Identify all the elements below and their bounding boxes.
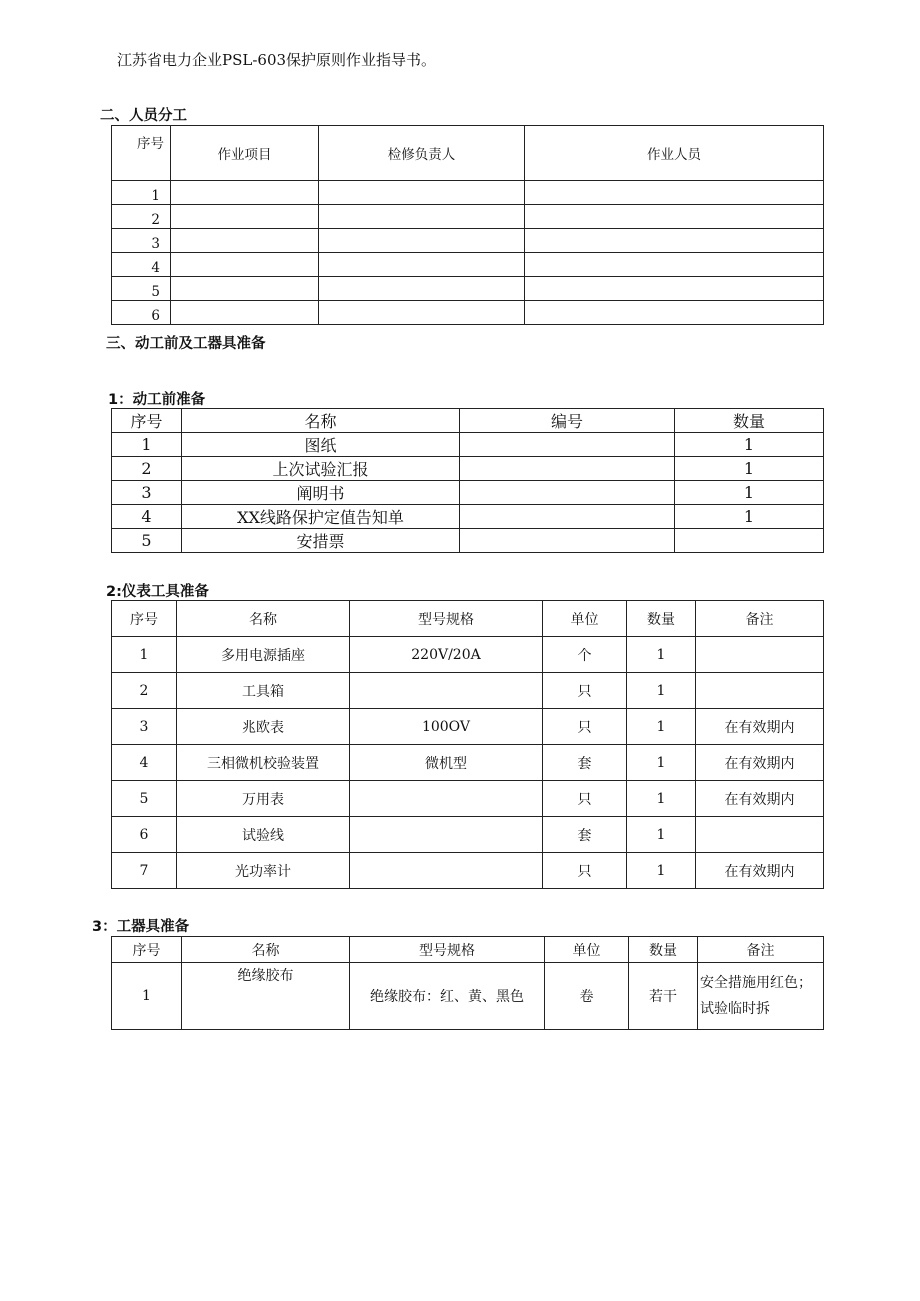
header-cell: 名称 [182,937,350,963]
item-note: 在有效期内 [696,781,824,817]
row-number: 5 [112,529,182,553]
item-quantity: 1 [675,433,824,457]
subsection-heading-tools: 3：工器具准备 [92,919,190,935]
row-number: 3 [112,709,177,745]
table-cell [319,205,525,229]
header-cell: 序号 [112,601,177,637]
table-cell [525,229,824,253]
table-row [112,745,824,781]
section-heading-preparation: 三、动工前及工器具准备 [106,336,266,352]
pre-work-table [111,408,824,553]
header-cell: 名称 [177,601,350,637]
header-cell: 备注 [696,601,824,637]
table-cell [171,205,319,229]
header-cell: 备注 [698,937,824,963]
table-row [112,963,824,1030]
document-title: 江苏省电力企业PSL-603保护原则作业指导书。 [117,51,437,69]
item-code [460,433,675,457]
item-name: 试验线 [177,817,350,853]
item-quantity: 1 [627,637,696,673]
item-note: 在有效期内 [696,745,824,781]
row-number: 2 [112,205,171,229]
table-row [112,505,824,529]
row-number: 1 [112,433,182,457]
header-cell: 序号 [112,937,182,963]
item-unit: 个 [543,637,627,673]
table-row [112,277,824,301]
item-name: 工具箱 [177,673,350,709]
item-unit: 只 [543,781,627,817]
item-name: 图纸 [182,433,460,457]
item-unit: 只 [543,853,627,889]
table-cell [525,205,824,229]
table-cell [525,277,824,301]
row-number: 6 [112,301,171,325]
row-number: 4 [112,253,171,277]
header-cell: 单位 [545,937,629,963]
item-code [460,529,675,553]
table-header-row [112,126,824,181]
item-name: 兆欧表 [177,709,350,745]
row-number: 2 [112,673,177,709]
item-model: 100OV [350,709,543,745]
item-name: 多用电源插座 [177,637,350,673]
row-number: 4 [112,745,177,781]
item-name: 光功率计 [177,853,350,889]
section-heading-staffing: 二、人员分工 [100,108,187,124]
header-cell: 序号 [112,409,182,433]
item-quantity: 1 [675,505,824,529]
header-cell: 检修负责人 [319,126,525,181]
header-cell: 数量 [629,937,698,963]
table-row [112,481,824,505]
row-number: 1 [112,963,182,1030]
tools-table [111,936,824,1030]
table-row [112,229,824,253]
item-model [350,817,543,853]
subsection-heading-instruments: 2:仪表工具准备 [106,584,209,600]
table-cell [525,301,824,325]
item-unit: 只 [543,673,627,709]
item-quantity: 1 [627,853,696,889]
header-cell: 型号规格 [350,937,545,963]
table-header-row [112,601,824,637]
table-cell [171,277,319,301]
item-quantity: 1 [627,745,696,781]
item-model: 绝缘胶布：红、黄、黑色 [350,963,545,1030]
header-cell: 数量 [675,409,824,433]
table-cell [525,181,824,205]
instruments-table [111,600,824,889]
row-number: 5 [112,781,177,817]
row-number: 6 [112,817,177,853]
table-cell [171,301,319,325]
table-row [112,433,824,457]
item-note: 在有效期内 [696,853,824,889]
item-quantity [675,529,824,553]
header-cell: 名称 [182,409,460,433]
table-row [112,205,824,229]
item-code [460,481,675,505]
item-quantity: 1 [627,673,696,709]
item-quantity: 1 [627,817,696,853]
header-cell: 作业人员 [525,126,824,181]
item-quantity: 1 [675,457,824,481]
row-number: 1 [112,181,171,205]
table-cell [319,253,525,277]
table-row [112,301,824,325]
item-name: 万用表 [177,781,350,817]
header-cell: 型号规格 [350,601,543,637]
table-cell [171,181,319,205]
item-unit: 套 [543,745,627,781]
table-header-row [112,409,824,433]
item-code [460,505,675,529]
item-name: 上次试验汇报 [182,457,460,481]
item-model: 220V/20A [350,637,543,673]
item-note [696,637,824,673]
item-unit: 只 [543,709,627,745]
table-row [112,637,824,673]
row-number: 5 [112,277,171,301]
row-number: 3 [112,481,182,505]
item-name: XX线路保护定值告知单 [182,505,460,529]
table-row [112,781,824,817]
header-cell: 编号 [460,409,675,433]
item-name: 三相微机校验装置 [177,745,350,781]
header-cell: 数量 [627,601,696,637]
item-name: 安措票 [182,529,460,553]
item-unit: 卷 [545,963,629,1030]
item-name: 阐明书 [182,481,460,505]
item-unit: 套 [543,817,627,853]
table-cell [171,253,319,277]
item-note [696,817,824,853]
row-number: 3 [112,229,171,253]
item-model [350,853,543,889]
item-quantity: 1 [627,781,696,817]
staffing-table [111,125,824,325]
item-quantity: 若干 [629,963,698,1030]
item-note [696,673,824,709]
item-note: 在有效期内 [696,709,824,745]
table-row [112,181,824,205]
item-model [350,673,543,709]
row-number: 4 [112,505,182,529]
table-row [112,529,824,553]
table-row [112,253,824,277]
table-cell [319,301,525,325]
table-row [112,853,824,889]
subsection-heading-pre-work: 1：动工前准备 [108,392,206,408]
table-cell [319,181,525,205]
header-cell: 作业项目 [171,126,319,181]
item-model [350,781,543,817]
table-row [112,817,824,853]
table-cell [525,253,824,277]
table-header-row [112,937,824,963]
table-cell [319,277,525,301]
table-row [112,673,824,709]
item-quantity: 1 [675,481,824,505]
table-row [112,457,824,481]
item-code [460,457,675,481]
header-cell: 序号 [112,126,171,181]
table-row [112,709,824,745]
table-cell [171,229,319,253]
item-note: 安全措施用红色；试验临时拆 [698,963,824,1030]
row-number: 2 [112,457,182,481]
item-quantity: 1 [627,709,696,745]
header-cell: 单位 [543,601,627,637]
item-name: 绝缘胶布 [182,963,350,1030]
row-number: 1 [112,637,177,673]
table-cell [319,229,525,253]
item-model: 微机型 [350,745,543,781]
row-number: 7 [112,853,177,889]
